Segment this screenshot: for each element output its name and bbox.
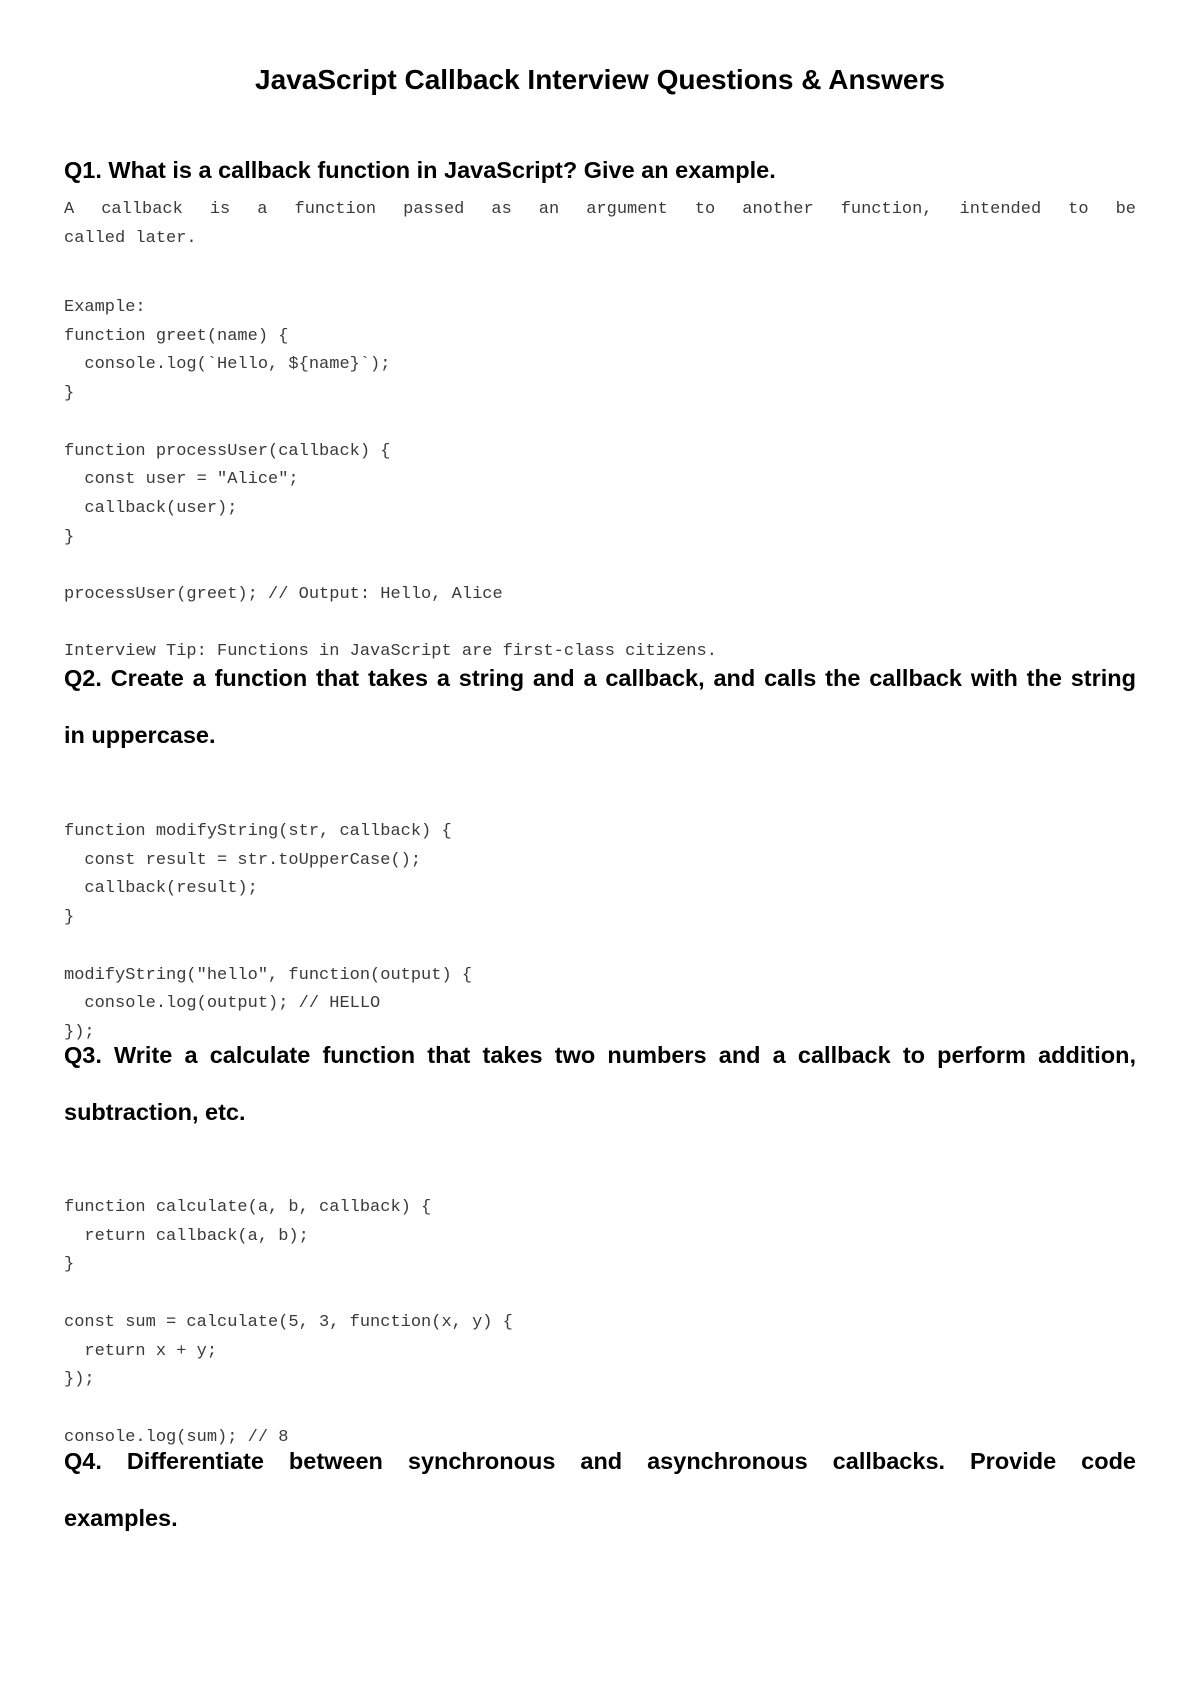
document-title: JavaScript Callback Interview Questions & Answers: [255, 64, 945, 95]
question-2-heading: [64, 650, 1136, 764]
question-1-intro: [64, 196, 1136, 253]
question-1-heading-text: Q1. What is a callback function in JavaScript? Give an example.: [64, 157, 776, 183]
question-3-heading-line-1: Q3. Write a calculate function that takes two numbers and a callback to perform addition,: [64, 1042, 1136, 1068]
question-1-code-example: Example: function greet(name) { console.log(`Hello, ${name}`); } function processUser(callback) { const user = "Alice"; callback(user); } processUser(greet); // Output: Hello, Alice Interview Tip: Functions in JavaScript are first-class citizens.: [64, 298, 717, 662]
question-2-code-example: function modifyString(str, callback) { const result = str.toUpperCase(); callback(result); } modifyString("hello", function(output) { console.log(output); // HELLO });: [64, 822, 473, 1042]
question-1-heading: [64, 142, 1136, 199]
question-4-heading-line-2: examples.: [64, 1505, 178, 1531]
question-2-heading-line-1: Q2. Create a function that takes a string and a callback, and calls the callback with the string: [64, 665, 1136, 691]
question-3-code-example: function calculate(a, b, callback) { return callback(a, b); } const sum = calculate(5, 3, function(x, y) { return x + y; }); console.log(sum); // 8: [64, 1198, 513, 1447]
question-4-heading-line-1: Q4. Differentiate between synchronous and asynchronous callbacks. Provide code: [64, 1448, 1136, 1474]
question-3-heading-line-2: subtraction, etc.: [64, 1099, 246, 1125]
question-1-intro-line-2: called later.: [64, 228, 197, 248]
question-1-intro-line-1: A callback is a function passed as an argument to another function, intended to be: [64, 200, 1136, 219]
question-4-heading: [64, 1433, 1136, 1547]
question-2-heading-line-2: in uppercase.: [64, 722, 216, 748]
question-3-heading: [64, 1027, 1136, 1141]
